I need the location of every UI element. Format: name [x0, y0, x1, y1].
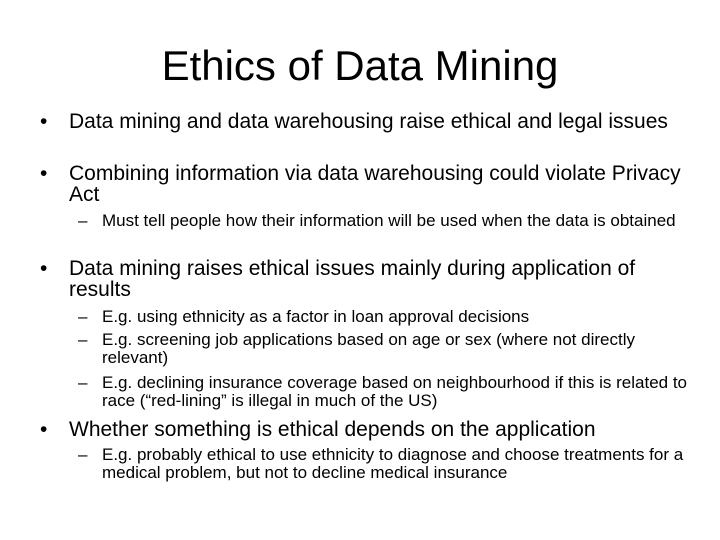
bullet-text: Whether something is ethical depends on the application	[69, 418, 596, 441]
bullet-text: Combining information via data warehousing could violate Privacy Act	[69, 162, 681, 206]
dash-marker: –	[78, 373, 88, 392]
sub-bullet-item	[78, 331, 700, 366]
bullet-marker: •	[40, 418, 48, 441]
bullet-item	[40, 163, 700, 205]
dash-marker: –	[78, 307, 88, 326]
sub-bullet-text: E.g. using ethnicity as a factor in loan approval decisions	[102, 307, 530, 326]
sub-bullet-item	[78, 308, 700, 326]
dash-marker: –	[78, 211, 88, 230]
dash-marker: –	[78, 330, 88, 349]
sub-bullet-text: E.g. probably ethical to use ethnicity to diagnose and choose treatments for a medical problem, but not to decline medical insurance	[102, 445, 684, 482]
bullet-item	[40, 419, 700, 440]
bullet-marker: •	[40, 162, 48, 185]
slide-title: Ethics of Data Mining	[161, 42, 559, 89]
sub-bullet-item	[78, 446, 700, 481]
bullet-item	[40, 111, 700, 132]
sub-bullet-text: E.g. screening job applications based on age or sex (where not directly relevant)	[102, 330, 635, 367]
bullet-item	[40, 258, 700, 300]
sub-bullet-item	[78, 374, 700, 409]
sub-bullet-text: Must tell people how their information will be used when the data is obtained	[102, 211, 676, 230]
dash-marker: –	[78, 445, 88, 464]
bullet-text: Data mining raises ethical issues mainly during application of results	[69, 257, 636, 301]
sub-bullet-item	[78, 212, 700, 230]
sub-bullet-text: E.g. declining insurance coverage based on neighbourhood if this is related to race (“red-lining” is illegal in much of the US)	[102, 373, 687, 410]
bullet-text: Data mining and data warehousing raise ethical and legal issues	[69, 110, 668, 133]
bullet-marker: •	[40, 257, 48, 280]
bullet-marker: •	[40, 110, 48, 133]
